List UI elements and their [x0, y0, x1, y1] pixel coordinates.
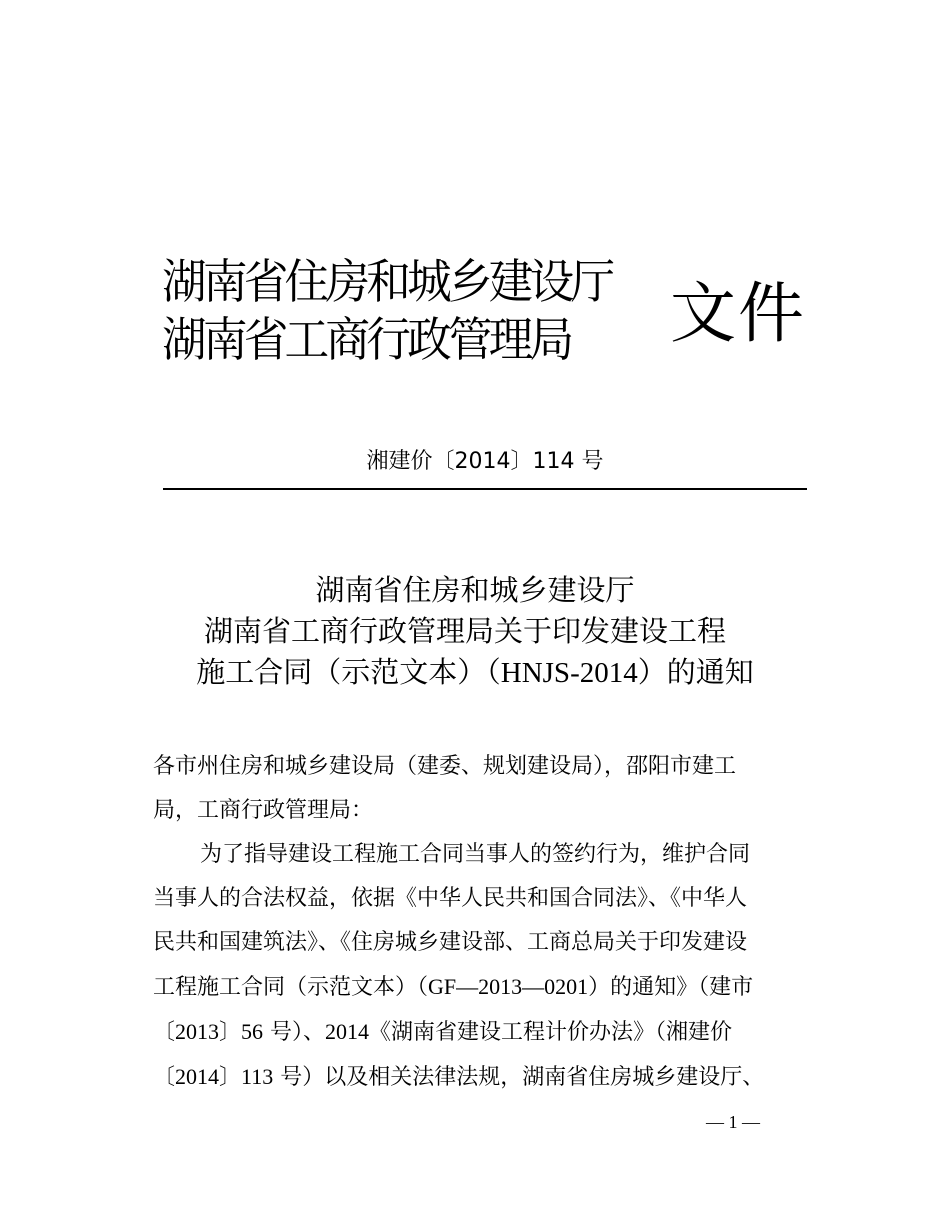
- paragraph-line-6-end: 号）以及相关法律法规，湖南省住房城乡建设厅、: [273, 1065, 765, 1090]
- reference-year: 2013: [175, 1019, 220, 1044]
- paragraph-line-5: [153, 1010, 833, 1055]
- paragraph-line-5-end: 《湖南省建设工程计价办法》（湘建价: [369, 1020, 733, 1045]
- pricing-method-year: 2014: [325, 1019, 370, 1044]
- page-number: — 1 —: [706, 1112, 760, 1132]
- title-standard-code: HNJS-2014: [500, 657, 638, 689]
- addressee-line-2: 局，工商行政管理局：: [153, 798, 374, 823]
- reference-number-2: 113: [241, 1064, 274, 1089]
- paragraph-line-4: [153, 965, 833, 1010]
- reference-number: 56: [241, 1019, 264, 1044]
- title-line-3: [0, 652, 950, 694]
- document-number: 湘建价〔2014〕114 号: [366, 449, 604, 474]
- title-line-3-end: ）的通知: [637, 655, 754, 689]
- paragraph-line-1: 为了指导建设工程施工合同当事人的签约行为，维护合同: [200, 842, 751, 867]
- title-line-3-start: 施工合同（示范文本）（: [196, 655, 501, 689]
- bracket-close-2: 〕: [219, 1065, 242, 1090]
- notice-body: [153, 745, 833, 1100]
- addressee-line-1: 各市州住房和城乡建设局（建委、规划建设局），邵阳市建工: [153, 754, 737, 779]
- paragraph-line-6: [153, 1055, 833, 1100]
- title-line-2: 湖南省工商行政管理局关于印发建设工程: [203, 614, 726, 648]
- paragraph-line-3: 民共和国建筑法》、《住房城乡建设部、工商总局关于印发建设: [153, 930, 748, 955]
- header-divider: [163, 488, 807, 490]
- issuer-industry-commerce-bureau: 湖南省工商行政管理局: [162, 313, 571, 368]
- paragraph-line-5-mid: 号）、: [263, 1020, 326, 1045]
- document-label: 文件: [670, 275, 806, 352]
- paragraph-line-4-end: ）的通知》（建市: [588, 975, 754, 1000]
- issuer-housing-department: 湖南省住房和城乡建设厅: [162, 255, 612, 310]
- reference-year-2: 2014: [175, 1064, 220, 1089]
- standard-code-gf: GF—2013—0201: [428, 974, 589, 999]
- bracket-open: 〔: [153, 1020, 176, 1045]
- issuing-agencies: [162, 254, 612, 370]
- title-line-1: 湖南省住房和城乡建设厅: [315, 573, 635, 607]
- paragraph-line-2: 当事人的合法权益，依据《中华人民共和国合同法》、《中华人: [153, 886, 748, 911]
- paragraph-line-4-start: 工程施工合同（示范文本）（: [153, 975, 429, 1000]
- notice-title: [0, 570, 950, 694]
- bracket-open-2: 〔: [153, 1065, 176, 1090]
- bracket-close: 〕: [219, 1020, 242, 1045]
